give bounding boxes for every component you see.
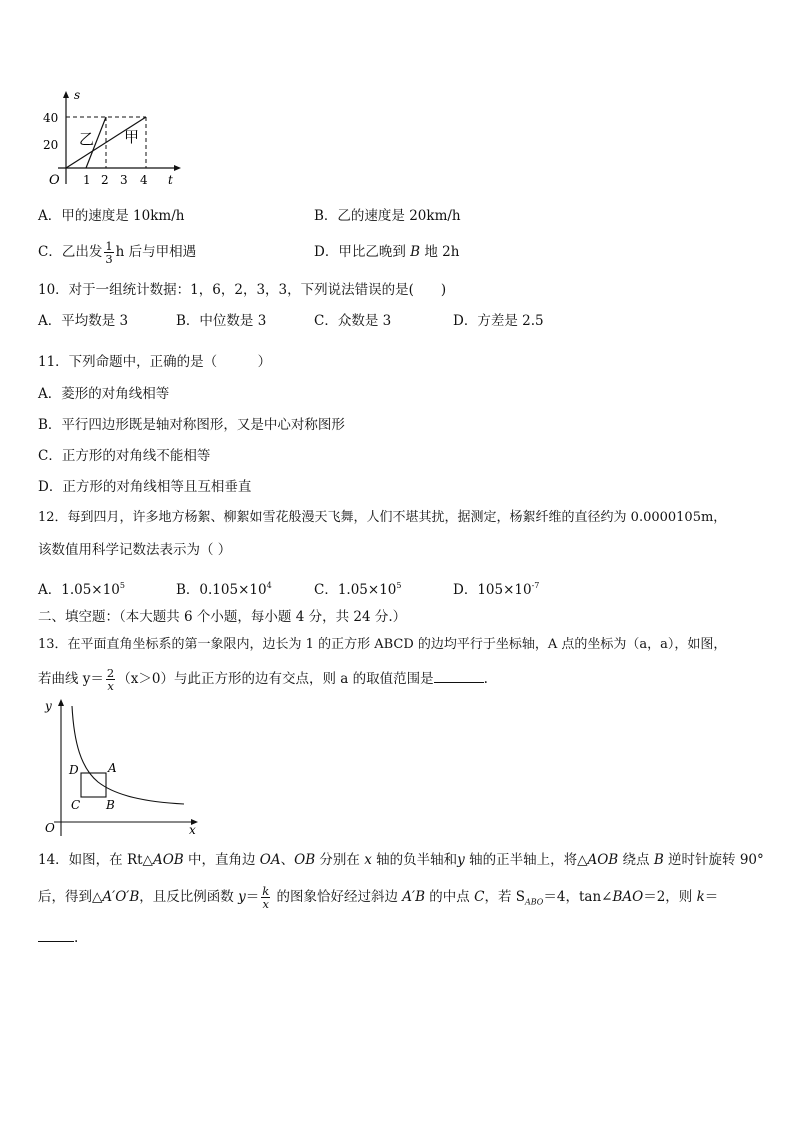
st-graph-figure bbox=[36, 86, 186, 190]
q9-option-d bbox=[314, 236, 459, 268]
q12-c-exp: 5 bbox=[396, 581, 402, 590]
q14-line2 bbox=[38, 880, 718, 920]
q9-option-a: A．甲的速度是 10km/h bbox=[38, 208, 185, 224]
q14-line1 bbox=[38, 850, 764, 870]
tick-3: 3 bbox=[120, 173, 128, 187]
t-axis-label: t bbox=[168, 173, 173, 187]
tick-2: 2 bbox=[101, 173, 109, 187]
label-yi: 乙 bbox=[79, 130, 95, 148]
tick-40: 40 bbox=[43, 111, 59, 125]
q10-option-d: D．方差是 2.5 bbox=[453, 313, 544, 329]
point-a-label: A bbox=[108, 761, 117, 775]
q12-a-base: A．1.05×10 bbox=[38, 582, 120, 598]
q11-option-d: D．正方形的对角线相等且互相垂直 bbox=[38, 479, 252, 495]
frac-den: x bbox=[107, 679, 114, 693]
s-axis-arrow bbox=[63, 91, 69, 98]
q14-text: 绕点 bbox=[618, 852, 654, 868]
q9-c-pre: C．乙出发 bbox=[38, 244, 103, 260]
frac-num: k bbox=[262, 884, 270, 898]
q14-text: 、 bbox=[280, 852, 295, 868]
q14-var: y bbox=[457, 852, 465, 868]
frac-num: 2 bbox=[106, 666, 115, 680]
q12-b-exp: 4 bbox=[266, 581, 272, 590]
q14-answer-blank[interactable] bbox=[38, 927, 74, 942]
q13-end: . bbox=[483, 671, 488, 687]
q12-d-exp: -7 bbox=[531, 581, 540, 590]
frac-den: 3 bbox=[105, 252, 113, 266]
q14-var: OA bbox=[259, 852, 281, 868]
x-axis-label: x bbox=[189, 823, 196, 837]
q12-option-a bbox=[38, 576, 125, 600]
q9-c-post: h 后与甲相遇 bbox=[115, 244, 197, 260]
q14-text: 的中点 bbox=[425, 889, 475, 905]
fraction-2-over-x bbox=[106, 667, 115, 692]
q14-text: 14．如图，在 Rt△ bbox=[38, 852, 153, 868]
q13-stem-line2 bbox=[38, 662, 488, 696]
point-d-label: D bbox=[69, 763, 79, 777]
q14-var: AOB bbox=[152, 852, 184, 868]
q11-option-b: B．平行四边形既是轴对称图形，又是中心对称图形 bbox=[38, 417, 345, 433]
q14-var: A′O′B bbox=[102, 889, 140, 905]
q14-text: ＝2，则 bbox=[643, 889, 697, 905]
q14-line3 bbox=[38, 927, 78, 948]
q11-option-c: C．正方形的对角线不能相等 bbox=[38, 448, 211, 464]
y-axis-label: y bbox=[45, 699, 52, 713]
q14-var: C bbox=[474, 889, 485, 905]
q14-text: 分别在 bbox=[315, 852, 365, 868]
q12-a-exp: 5 bbox=[119, 581, 125, 590]
t-axis-arrow bbox=[174, 165, 181, 171]
q9-option-c bbox=[38, 236, 196, 268]
hyperbola-square-figure bbox=[36, 698, 206, 838]
q11-stem: 11．下列命题中，正确的是（ ） bbox=[38, 354, 272, 370]
q12-c-base: C．1.05×10 bbox=[314, 582, 397, 598]
q14-subscript: ABO bbox=[525, 897, 544, 907]
fraction-k-over-x bbox=[261, 885, 270, 910]
frac-num: 1 bbox=[105, 239, 113, 253]
q12-stem-line1: 12．每到四月，许多地方杨絮、柳絮如雪花般漫天飞舞，人们不堪其扰，据测定，杨絮纤维的直径约为 0.0000105m， bbox=[38, 510, 727, 525]
q14-text: ＝ bbox=[704, 889, 719, 905]
q14-var: x bbox=[364, 852, 372, 868]
point-c-label: C bbox=[71, 798, 81, 812]
tick-4: 4 bbox=[140, 173, 148, 187]
q9-d-var: B bbox=[410, 244, 421, 260]
q13-stem-line1: 13．在平面直角坐标系的第一象限内，边长为 1 的正方形 ABCD 的边均平行于坐标轴，A 点的坐标为（a，a），如图， bbox=[38, 637, 727, 652]
q13-pre: 若曲线 y＝ bbox=[38, 671, 104, 687]
q9-d-pre: D．甲比乙晚到 bbox=[314, 244, 411, 260]
fraction-one-third bbox=[104, 240, 113, 265]
q14-text: ＝ bbox=[245, 889, 260, 905]
q10-stem: 10．对于一组统计数据：1，6，2，3，3，下列说法错误的是( ) bbox=[38, 282, 447, 298]
q11-option-a: A．菱形的对角线相等 bbox=[38, 386, 170, 402]
origin-label: O bbox=[45, 821, 55, 835]
q14-end: . bbox=[74, 930, 79, 946]
q14-text: ，若 S bbox=[484, 889, 525, 905]
y-axis-arrow bbox=[58, 699, 64, 706]
tick-20: 20 bbox=[43, 138, 59, 152]
q13-answer-blank[interactable] bbox=[434, 668, 484, 683]
q9-option-b: B．乙的速度是 20km/h bbox=[314, 208, 461, 224]
s-axis-label: s bbox=[74, 88, 81, 102]
point-b-label: B bbox=[106, 798, 115, 812]
q10-option-b: B．中位数是 3 bbox=[176, 313, 267, 329]
q12-b-base: B．0.105×10 bbox=[176, 582, 267, 598]
q14-text: 轴的正半轴上，将△ bbox=[464, 852, 588, 868]
label-jia: 甲 bbox=[124, 128, 140, 146]
q14-text: 后，得到△ bbox=[38, 889, 103, 905]
q13-post: （x＞0）与此正方形的边有交点，则 a 的取值范围是 bbox=[117, 671, 434, 687]
q10-option-a: A．平均数是 3 bbox=[38, 313, 129, 329]
q12-stem-line2: 该数值用科学记数法表示为（ ） bbox=[38, 542, 232, 558]
q14-text: ，且反比例函数 bbox=[139, 889, 239, 905]
section-2-heading: 二、填空题：（本大题共 6 个小题，每小题 4 分，共 24 分.） bbox=[38, 609, 407, 625]
tick-1: 1 bbox=[83, 173, 91, 187]
q14-text: 轴的负半轴和 bbox=[371, 852, 458, 868]
frac-den: x bbox=[262, 897, 269, 911]
q14-var: B bbox=[653, 852, 664, 868]
q14-var: AOB bbox=[587, 852, 619, 868]
q10-option-c: C．众数是 3 bbox=[314, 313, 392, 329]
q14-text: 中，直角边 bbox=[183, 852, 260, 868]
hyperbola-curve bbox=[72, 706, 184, 804]
q12-option-d bbox=[453, 576, 539, 600]
q14-var: OB bbox=[294, 852, 316, 868]
q14-var: y bbox=[238, 889, 246, 905]
q9-d-post: 地 2h bbox=[420, 244, 460, 260]
q14-var: A′B bbox=[402, 889, 426, 905]
q12-option-b bbox=[176, 576, 272, 600]
q12-option-c bbox=[314, 576, 401, 600]
q12-d-base: D．105×10 bbox=[453, 582, 532, 598]
q14-text: 逆时针旋转 90° bbox=[663, 852, 764, 868]
q14-text: 的图象恰好经过斜边 bbox=[272, 889, 403, 905]
q14-text: ＝4，tan∠ bbox=[543, 889, 613, 905]
q14-var: BAO bbox=[612, 889, 644, 905]
origin-label: O bbox=[49, 173, 60, 188]
q14-var: k bbox=[696, 889, 705, 905]
